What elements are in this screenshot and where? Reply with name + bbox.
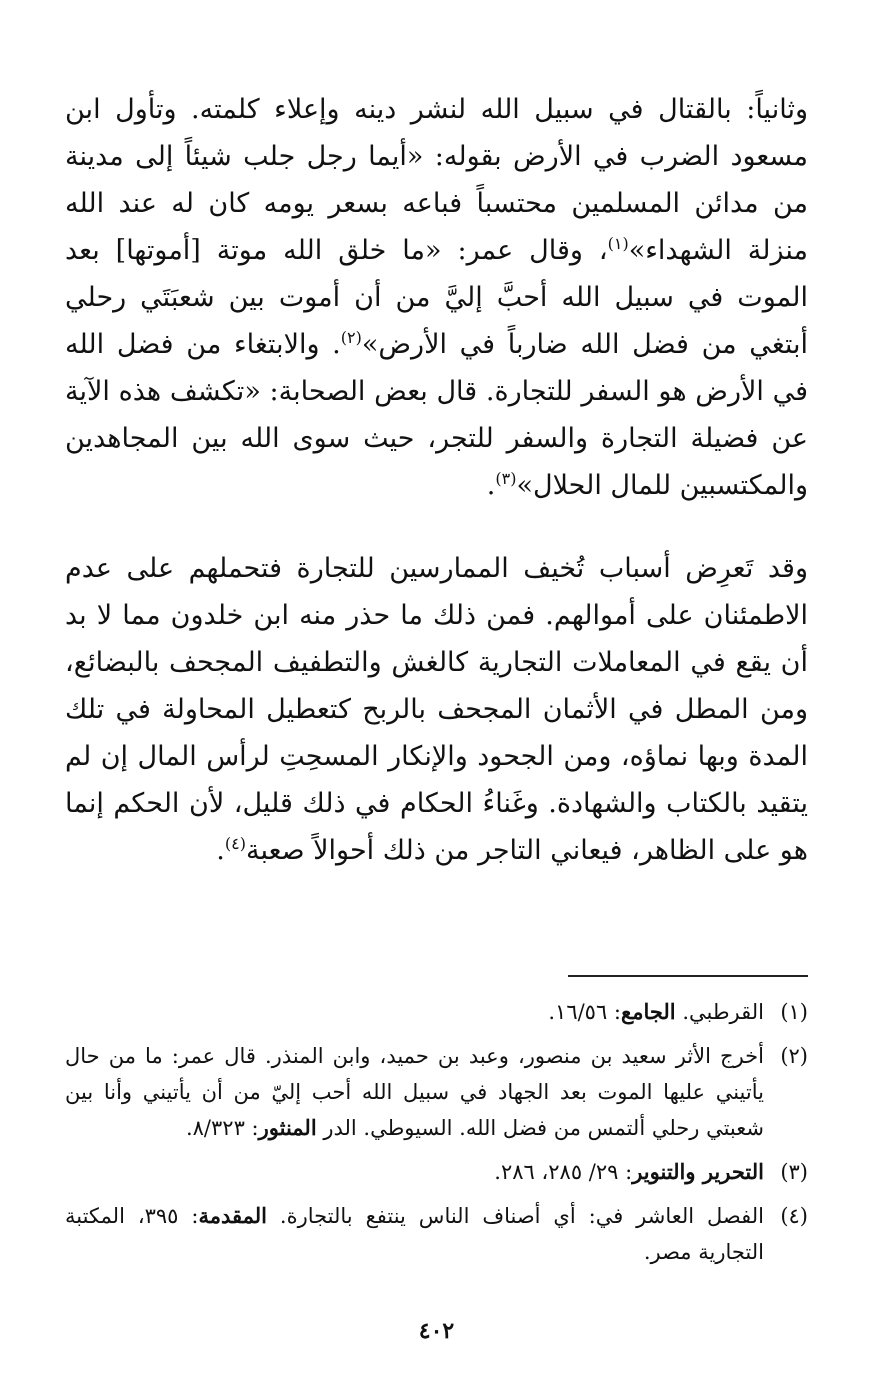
footnote-text [65, 1154, 764, 1190]
paragraph-2-text-2: . [216, 835, 225, 866]
footnote-text-part: أخرج الأثر سعيد بن منصور، وعبد بن حميد، وابن المنذر. قال عمر: ما من حال يأتيني عليها الموت بعد الجهاد في سبيل الله أحب إليّ من أن يأتيني وأنا بين شعبتي رحلي ألتمس من فضل الله. السيوطي. الدر [65, 1044, 764, 1140]
paragraph-1-text-2: ، وقال عمر: «ما خلق الله موتة [أموتها] بعد الموت في سبيل الله أحبَّ إليَّ من أن أموت بين شعبَتَي رحلي أبتغي من فضل الله ضارباً في الأرض» [65, 235, 809, 360]
footnote-text-part: : ٣٩٥، المكتبة التجارية مصر. [65, 1204, 764, 1264]
main-text [65, 86, 808, 874]
paragraph-1 [65, 86, 808, 509]
footnote-text-part: الفصل العاشر في: أي أصناف الناس ينتفع بالتجارة. [266, 1204, 764, 1228]
footnote-ref-3[interactable]: (٣) [495, 469, 517, 488]
footnote-ref-4[interactable]: (٤) [224, 834, 246, 853]
footnote-text [65, 1038, 764, 1146]
footnote-3 [65, 1154, 808, 1190]
footnote-ref-1[interactable]: (١) [607, 234, 629, 253]
footnote-number: (١) [780, 1000, 808, 1024]
footnote-number: (٤) [780, 1204, 808, 1228]
paragraph-1-text-3: . والابتغاء من فضل الله في الأرض هو السفر للتجارة. قال بعض الصحابة: «تكشف هذه الآية عن فضيلة التجارة والسفر للتجر، حيث سوى الله بين المجاهدين والمكتسبين للمال الحلال» [65, 329, 808, 501]
footnote-text-part: : ٢٩/ ٢٨٥، ٢٨٦. [494, 1160, 633, 1184]
paragraph-1-text-4: . [486, 470, 496, 501]
footnote-ref-2[interactable]: (٢) [340, 328, 362, 347]
footnote-source-title: المقدمة [198, 1203, 267, 1228]
paragraph-1-text-1: وثانياً: بالقتال في سبيل الله لنشر دينه وإعلاء كلمته. وتأول ابن مسعود الضرب في الأرض بقوله: «أيما رجل جلب شيئاً إلى مدينة من مدائن المسلمين محتسباً فباعه بسعر يومه كان له عند الله منزلة الشهداء» [65, 94, 808, 266]
footnote-source-title: المنثور [258, 1115, 317, 1140]
footnote-number: (٢) [780, 1044, 808, 1068]
footnote-source-title: التحرير والتنوير [632, 1159, 764, 1184]
footnotes [65, 994, 808, 1278]
paragraph-2 [65, 545, 808, 874]
footnote-4 [65, 1198, 808, 1270]
footnote-text-part: : ١٦/٥٦. [548, 1000, 622, 1024]
footnote-separator [568, 975, 808, 977]
footnote-1 [65, 994, 808, 1030]
footnote-text [65, 1198, 764, 1270]
page-number: ٤٠٢ [418, 1318, 455, 1344]
paragraph-2-text-1: وقد تَعرِض أسباب تُخيف الممارسين للتجارة فتحملهم على عدم الاطمئنان على أموالهم. فمن ذلك ما حذر منه ابن خلدون مما لا بد أن يقع في المعاملات التجارية كالغش والتطفيف المجحف بالبضائع، ومن المطل في الأثمان المجحف بالربح كتعطيل المحاولة في تلك المدة وبها نماؤه، ومن الجحود والإنكار المسحِتِ لرأس المال إن لم يتقيد بالكتاب والشهادة. وغَناءُ الحكام في ذلك قليل، لأن الحكم إنما هو على الظاهر، فيعاني التاجر من ذلك أحوالاً صعبة [65, 553, 808, 866]
footnote-source-title: الجامع [621, 999, 676, 1024]
footnote-number: (٣) [780, 1160, 808, 1184]
footnote-2 [65, 1038, 808, 1146]
footnote-text-part: : ٨/٣٢٣. [185, 1116, 259, 1140]
footnote-text-part: القرطبي. [675, 1000, 764, 1024]
footnote-text [65, 994, 764, 1030]
